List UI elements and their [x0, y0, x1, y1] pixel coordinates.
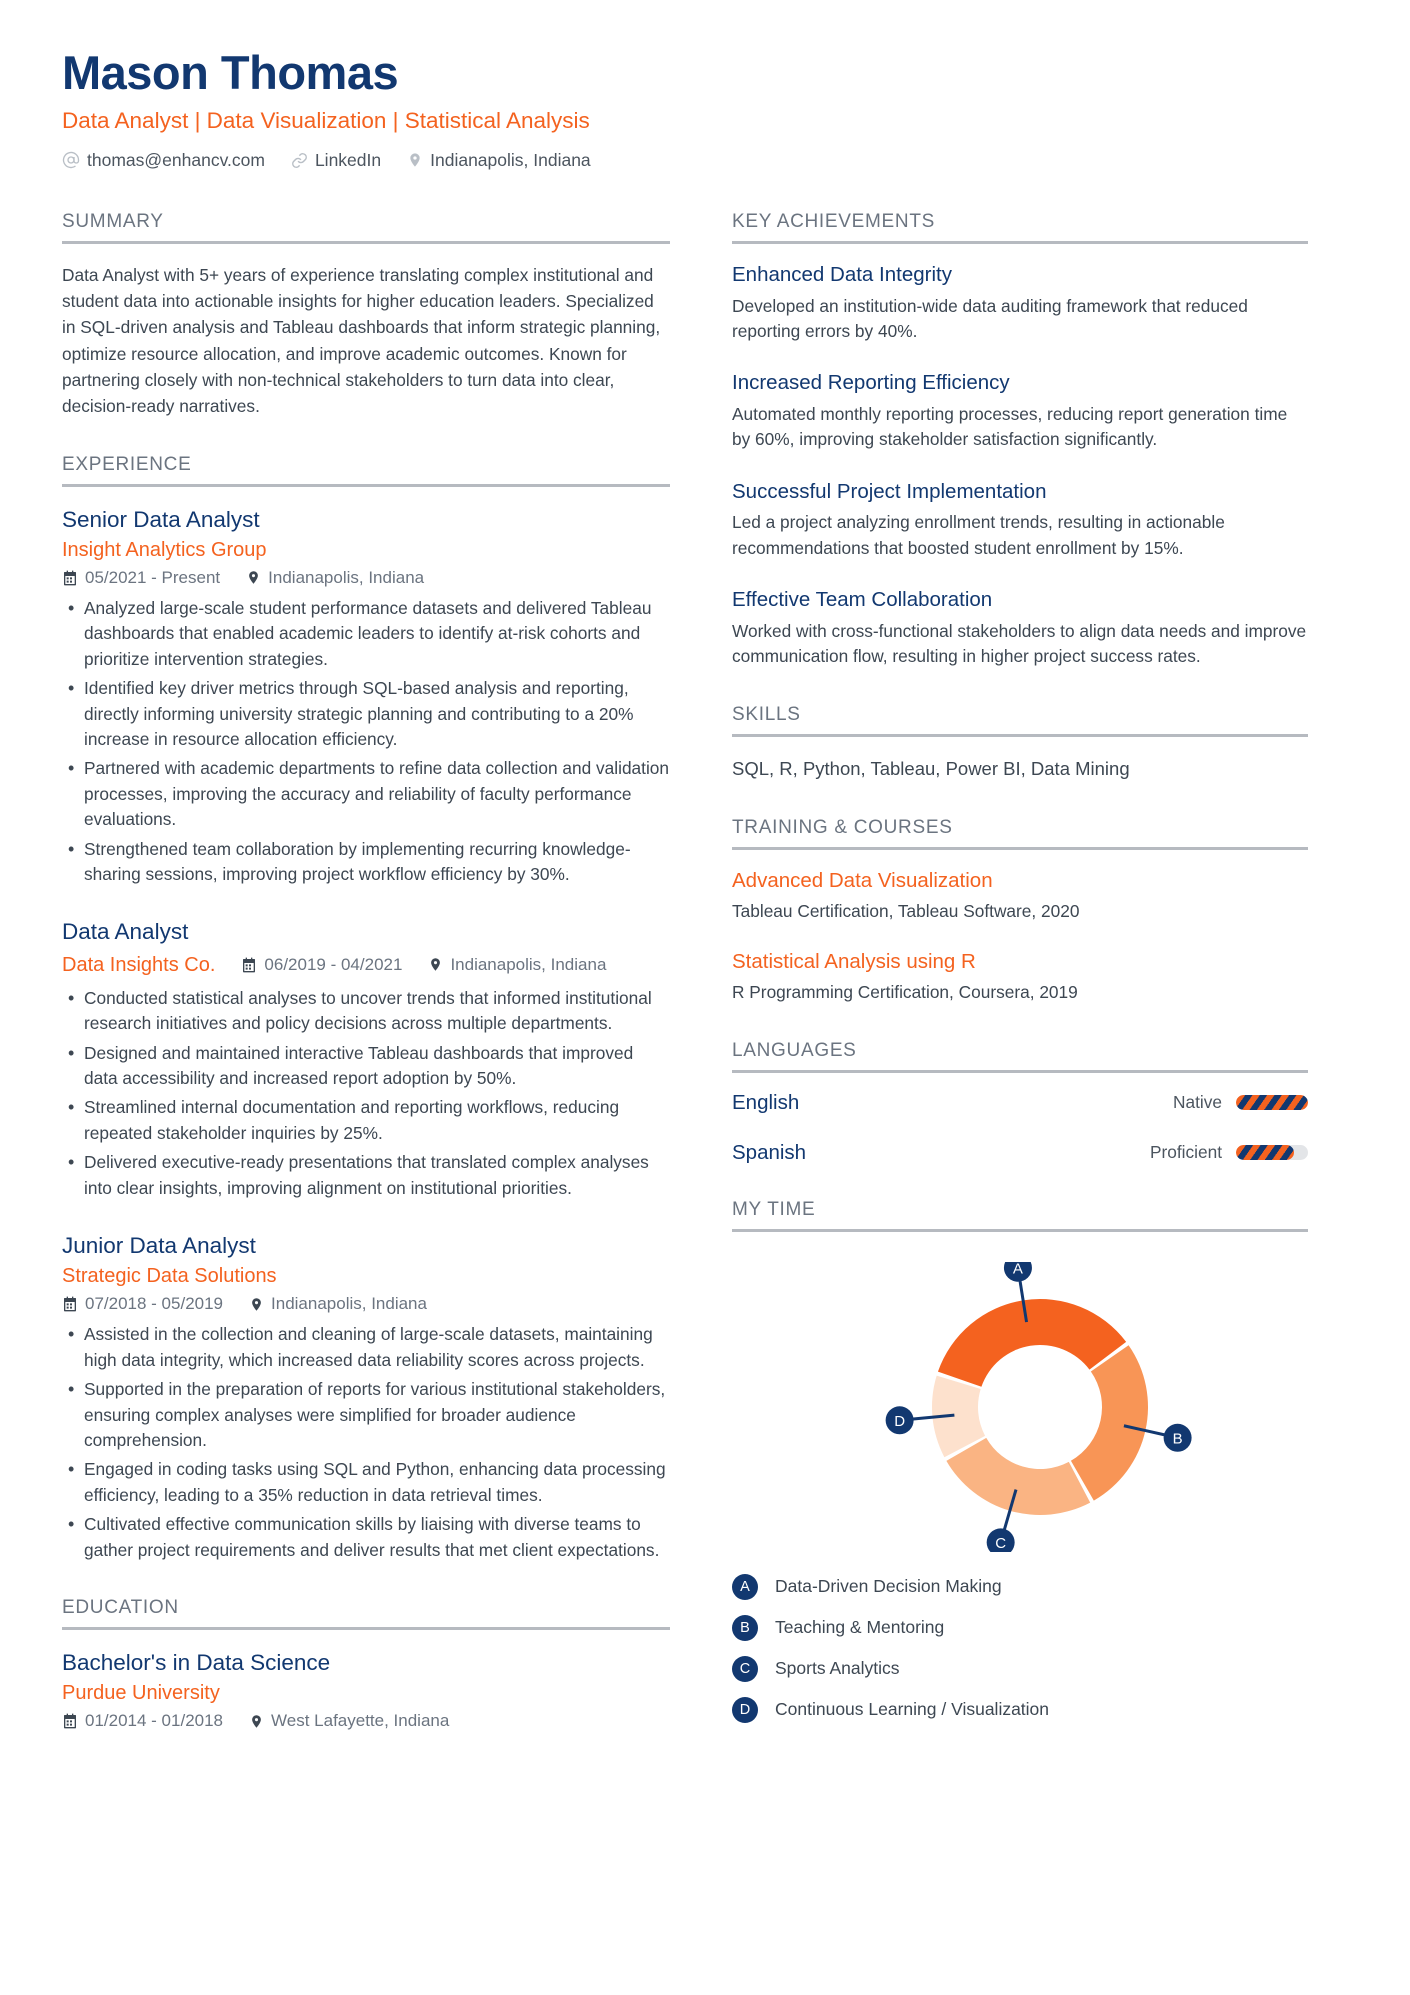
experience-bullet: • Cultivated effective communication skills by liaising with diverse teams to gather project requirements and deliver results that met client expectations.: [62, 1512, 670, 1563]
experience-location: [428, 955, 606, 975]
experience-location: [246, 568, 424, 588]
experience-location-text: Indianapolis, Indiana: [271, 1294, 427, 1314]
section-title-summary: SUMMARY: [62, 210, 164, 232]
section-achievements: [732, 211, 1308, 670]
experience-bullet: • Partnered with academic departments to refine data collection and validation processes, improving the accuracy and reliability of faculty performance evaluations.: [62, 756, 670, 832]
training-description: R Programming Certification, Coursera, 2019: [732, 982, 1078, 1003]
education-location-text: West Lafayette, Indiana: [271, 1711, 450, 1731]
experience-dates: [62, 568, 220, 588]
training-description: Tableau Certification, Tableau Software, 2020: [732, 901, 1080, 922]
contact-row: [62, 150, 1348, 171]
achievement-description: Developed an institution-wide data auditing framework that reduced reporting errors by 40%.: [732, 295, 1248, 341]
experience-bullet: • Assisted in the collection and cleaning of large-scale datasets, maintaining high data integrity, which increased data reliability scores across projects.: [62, 1322, 670, 1373]
calendar-icon: [62, 1296, 78, 1312]
contact-location-text: Indianapolis, Indiana: [430, 149, 591, 170]
section-title-experience: EXPERIENCE: [62, 453, 192, 475]
calendar-icon: [62, 570, 78, 586]
experience-bullet: • Designed and maintained interactive Tableau dashboards that improved data accessibility and increased report adoption by 50%.: [62, 1041, 670, 1092]
donut-slice: [1071, 1345, 1148, 1500]
language-proficiency-fill: [1236, 1095, 1308, 1110]
section-title-my-time: MY TIME: [732, 1198, 816, 1220]
section-title-skills: SKILLS: [732, 703, 801, 725]
education-entry: [62, 1648, 670, 1731]
education-degree: Bachelor's in Data Science: [62, 1650, 331, 1676]
resume-header: [62, 48, 1348, 171]
experience-entry: [62, 917, 670, 1201]
contact-location: [407, 150, 591, 171]
education-dates-text: 01/2014 - 01/2018: [85, 1711, 224, 1731]
achievement-item: [732, 262, 1308, 344]
calendar-icon: [62, 1713, 78, 1729]
experience-meta-row: [62, 1294, 670, 1314]
experience-dates-text: 07/2018 - 05/2019: [85, 1294, 224, 1314]
training-list: [732, 850, 1308, 1006]
language-proficiency-bar: [1236, 1145, 1308, 1160]
legend-badge: B: [732, 1615, 758, 1641]
legend-label: Sports Analytics: [775, 1658, 900, 1679]
experience-job-title: Data Analyst: [62, 919, 189, 945]
link-icon: [291, 152, 308, 169]
achievement-item: [732, 370, 1308, 452]
experience-bullets: [62, 596, 670, 888]
languages-list: [732, 1073, 1308, 1165]
experience-company: Strategic Data Solutions: [62, 1265, 277, 1288]
experience-bullets: [62, 1322, 670, 1563]
section-title-education: EDUCATION: [62, 1597, 179, 1619]
experience-dates: [241, 955, 402, 975]
experience-meta-row: [62, 568, 670, 588]
donut-label-text: D: [894, 1412, 906, 1430]
legend-row: [732, 1697, 1308, 1723]
experience-dates: [62, 1294, 223, 1314]
experience-entry: [62, 1231, 670, 1563]
section-education: [62, 1597, 670, 1731]
training-item: [732, 949, 1308, 1006]
section-summary: [62, 211, 670, 420]
experience-dates-text: 06/2019 - 04/2021: [264, 954, 403, 974]
section-my-time: [732, 1199, 1308, 1723]
training-title: Advanced Data Visualization: [732, 868, 993, 892]
training-title: Statistical Analysis using R: [732, 949, 976, 973]
experience-bullet: • Analyzed large-scale student performance datasets and delivered Tableau dashboards that enabled academic leaders to identify at-risk cohorts and prioritize intervention strategies.: [62, 596, 670, 672]
education-dates: [62, 1711, 223, 1731]
my-time-legend: [732, 1574, 1308, 1723]
achievement-title: Increased Reporting Efficiency: [732, 371, 1010, 395]
donut-label-text: B: [1172, 1429, 1183, 1447]
section-title-languages: LANGUAGES: [732, 1039, 857, 1061]
language-row: [732, 1141, 1308, 1165]
section-skills: [732, 704, 1308, 783]
legend-label: Teaching & Mentoring: [775, 1617, 945, 1638]
contact-email-text: thomas@enhancv.com: [87, 149, 265, 170]
experience-company: Insight Analytics Group: [62, 538, 267, 561]
education-list: [62, 1630, 670, 1731]
legend-badge: D: [732, 1697, 758, 1723]
language-row: [732, 1091, 1308, 1115]
achievement-item: [732, 479, 1308, 561]
achievements-list: [732, 244, 1308, 670]
language-proficiency-bar: [1236, 1095, 1308, 1110]
achievement-item: [732, 587, 1308, 669]
legend-label: Continuous Learning / Visualization: [775, 1699, 1050, 1720]
donut-svg: [810, 1262, 1230, 1552]
section-experience: [62, 454, 670, 1564]
experience-entry: [62, 505, 670, 888]
experience-location-text: Indianapolis, Indiana: [268, 567, 425, 587]
legend-row: [732, 1615, 1308, 1641]
experience-location: [249, 1294, 427, 1314]
resume-columns: [62, 211, 1348, 1766]
experience-company: Data Insights Co.: [62, 953, 216, 976]
left-column: [62, 211, 670, 1766]
calendar-icon: [241, 957, 257, 973]
experience-bullet: • Supported in the preparation of reports for various institutional stakeholders, ensuring complex analyses were simplified for broader audience comprehension.: [62, 1377, 670, 1453]
page-title: Mason Thomas: [62, 46, 399, 99]
language-proficiency-fill: [1236, 1145, 1294, 1160]
professional-headline: Data Analyst | Data Visualization | Statistical Analysis: [62, 107, 590, 133]
section-training: [732, 817, 1308, 1006]
experience-meta-row: [62, 952, 670, 978]
donut-slice: [946, 1438, 1090, 1515]
location-icon: [407, 151, 423, 169]
experience-bullet: • Conducted statistical analyses to uncover trends that informed institutional research initiatives and policy decisions across multiple departments.: [62, 986, 670, 1037]
my-time-donut-chart: [732, 1250, 1308, 1552]
achievement-title: Successful Project Implementation: [732, 479, 1047, 503]
experience-bullet: • Identified key driver metrics through SQL-based analysis and reporting, directly informing university strategic planning and contributing to a 20% increase in resource allocation efficiency.: [62, 676, 670, 752]
language-name: Spanish: [732, 1140, 807, 1164]
contact-linkedin[interactable]: [291, 150, 381, 171]
experience-bullet: • Delivered executive-ready presentations that translated complex analyses into clear insights, improving alignment on institutional priorities.: [62, 1150, 670, 1201]
achievement-description: Worked with cross-functional stakeholders to align data needs and improve communication flow, resulting in higher project success rates.: [732, 620, 1307, 667]
experience-job-title: Junior Data Analyst: [62, 1233, 256, 1259]
legend-label: Data-Driven Decision Making: [775, 1576, 1002, 1597]
experience-bullet: • Streamlined internal documentation and reporting workflows, reducing repeated stakeholder inquiries by 25%.: [62, 1095, 670, 1146]
training-item: [732, 868, 1308, 925]
achievement-title: Enhanced Data Integrity: [732, 262, 952, 286]
donut-label-text: A: [1012, 1261, 1023, 1277]
section-languages: [732, 1040, 1308, 1165]
experience-bullets: [62, 986, 670, 1201]
language-name: English: [732, 1090, 800, 1114]
experience-dates-text: 05/2021 - Present: [85, 567, 221, 587]
legend-row: [732, 1656, 1308, 1682]
achievement-description: Automated monthly reporting processes, reducing report generation time by 60%, improving stakeholder satisfaction significantly.: [732, 404, 1288, 450]
summary-text: Data Analyst with 5+ years of experience translating complex institutional and student data into actionable insights for higher education leaders. Specialized in SQL-driven analysis and Tableau dashboards that inform strategic planning, optimize resource allocation, and improve academic outcomes. Known for partnering closely with non-technical stakeholders to turn data into clear, decision-ready narratives.: [62, 264, 661, 417]
legend-row: [732, 1574, 1308, 1600]
legend-badge: C: [732, 1656, 758, 1682]
at-icon: [62, 151, 80, 169]
location-icon: [249, 1713, 264, 1730]
location-icon: [428, 956, 443, 973]
education-meta-row: [62, 1711, 670, 1731]
experience-job-title: Senior Data Analyst: [62, 506, 260, 532]
experience-bullet: • Strengthened team collaboration by implementing recurring knowledge-sharing sessions, improving project workflow efficiency by 30%.: [62, 837, 670, 888]
experience-list: [62, 487, 670, 1564]
language-level: Native: [1173, 1092, 1222, 1113]
location-icon: [249, 1296, 264, 1313]
legend-badge: A: [732, 1574, 758, 1600]
experience-location-text: Indianapolis, Indiana: [450, 954, 607, 974]
section-title-achievements: KEY ACHIEVEMENTS: [732, 210, 936, 232]
section-title-training: TRAINING & COURSES: [732, 816, 953, 838]
donut-label-text: C: [995, 1534, 1007, 1552]
achievement-title: Effective Team Collaboration: [732, 588, 993, 612]
right-column: [732, 211, 1308, 1757]
location-icon: [246, 569, 261, 586]
contact-email[interactable]: [62, 150, 265, 171]
education-school: Purdue University: [62, 1682, 220, 1705]
education-location: [249, 1711, 449, 1731]
experience-bullet: • Engaged in coding tasks using SQL and Python, enhancing data processing efficiency, leading to a 35% reduction in data retrieval times.: [62, 1457, 670, 1508]
language-level: Proficient: [1149, 1142, 1222, 1163]
contact-linkedin-text: LinkedIn: [314, 149, 382, 170]
skills-text: SQL, R, Python, Tableau, Power BI, Data Mining: [732, 757, 1130, 779]
achievement-description: Led a project analyzing enrollment trends, resulting in actionable recommendations that boosted student enrollment by 15%.: [732, 512, 1225, 558]
